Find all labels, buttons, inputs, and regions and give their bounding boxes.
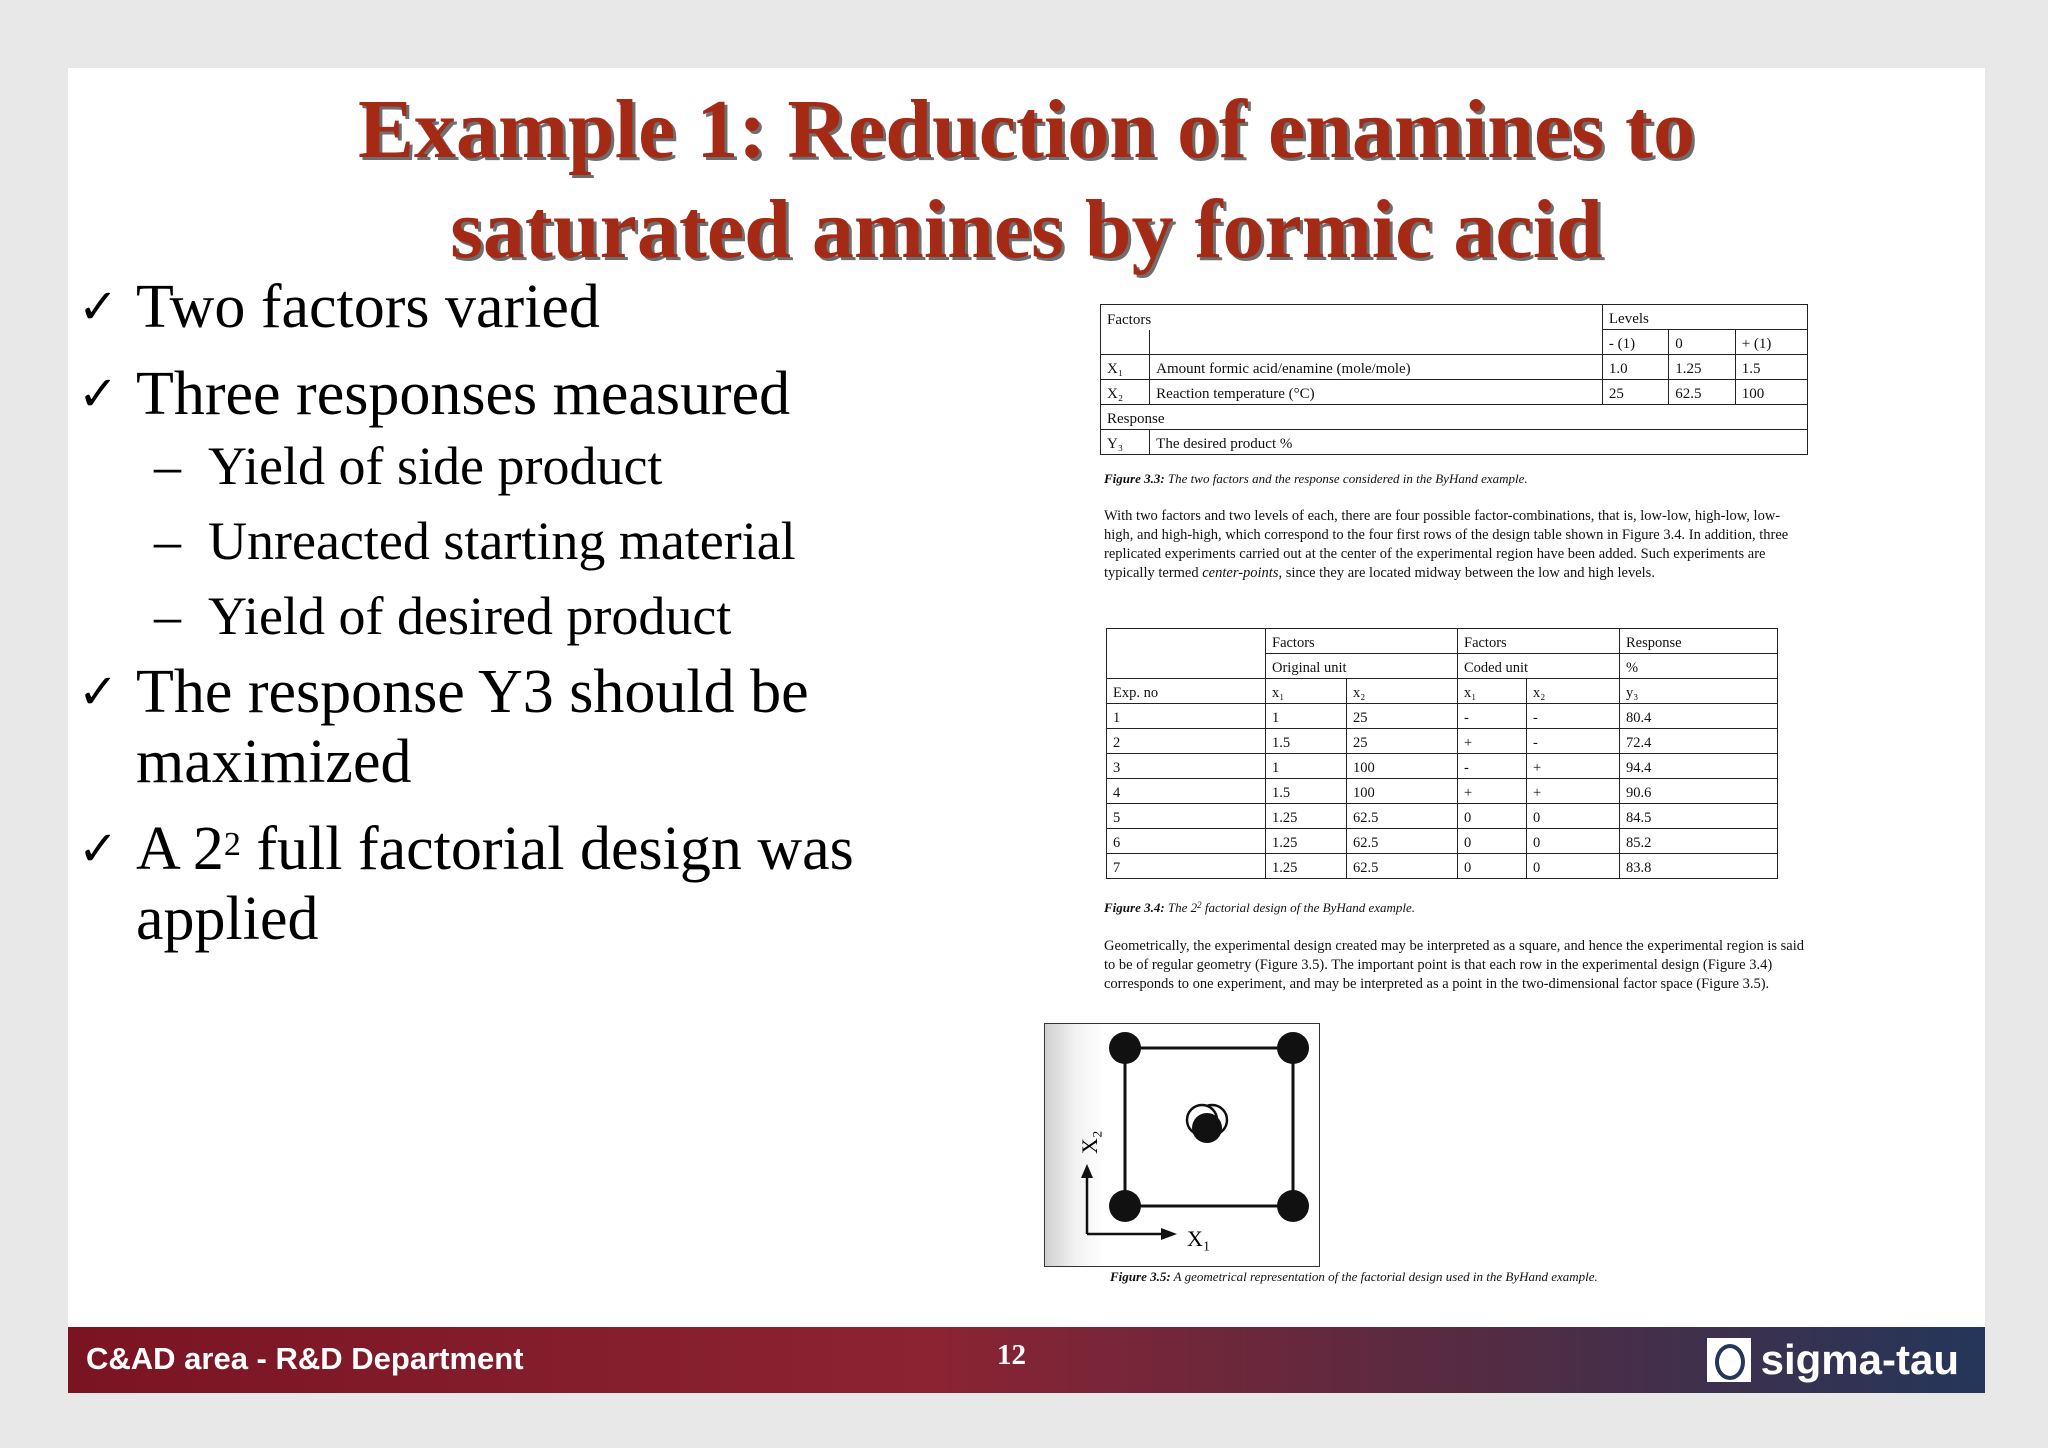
y3-header: y₃ (1620, 679, 1778, 704)
x1-coded: 0 (1458, 854, 1527, 879)
y3-value: 94.4 (1620, 754, 1778, 779)
bullet-text-cont: applied (136, 885, 319, 953)
exp-no-header: Exp. no (1107, 679, 1266, 704)
x1-arrow-head (1161, 1228, 1177, 1240)
corner-point-high-high (1277, 1032, 1309, 1064)
footer-bar (68, 1327, 1985, 1393)
x2-arrow-head (1081, 1164, 1093, 1178)
table-row (1107, 754, 1778, 779)
exp-no: 1 (1107, 704, 1266, 729)
paragraph-tail: , since they are located midway between the low and high levels. (1278, 565, 1655, 581)
x2-value: 25 (1347, 729, 1458, 754)
factors-header: Factors (1101, 305, 1603, 330)
sub-bullet-desired (78, 585, 978, 647)
response-header: Response (1101, 405, 1808, 430)
dash-icon: – (154, 436, 181, 496)
sub-bullet-text: Unreacted starting material (208, 511, 796, 571)
sub-bullet-unreacted (78, 510, 978, 572)
x1-value: 1.5 (1266, 779, 1347, 804)
original-unit-header: Original unit (1266, 654, 1458, 679)
y3-label: Y₃ (1101, 430, 1150, 455)
bullet-text: A 2 (136, 815, 224, 883)
exp-no: 2 (1107, 729, 1266, 754)
title-line-1: Example 1: Reduction of enamines to (358, 83, 1695, 176)
sub-bullet-text: Yield of side product (208, 436, 663, 496)
y3-value: 84.5 (1620, 804, 1778, 829)
x2-mid: 62.5 (1669, 380, 1735, 405)
center-point-3 (1192, 1113, 1222, 1143)
bullet-two-factors (78, 272, 978, 342)
caption-label: Figure 3.3: (1104, 471, 1165, 486)
corner-point-low-high (1109, 1032, 1141, 1064)
caption-text-tail: factorial design of the ByHand example. (1201, 900, 1416, 915)
x2-low: 25 (1602, 380, 1668, 405)
x1-coded: - (1458, 754, 1527, 779)
x2-coded: 0 (1527, 804, 1620, 829)
check-icon: ✓ (78, 664, 119, 720)
x2-label: X₂ (1101, 380, 1150, 405)
x2-coded: + (1527, 754, 1620, 779)
y3-value: 83.8 (1620, 854, 1778, 879)
x2-coded: - (1527, 729, 1620, 754)
x2-axis-label: X₂ (1077, 1130, 1102, 1154)
x1-value: 1.25 (1266, 854, 1347, 879)
factors-table (1100, 304, 1808, 455)
caption-text: The 2 (1164, 900, 1198, 915)
exp-no: 4 (1107, 779, 1266, 804)
level-minus: - (1) (1602, 330, 1668, 355)
table-row (1107, 854, 1778, 879)
exp-no: 7 (1107, 854, 1266, 879)
paragraph-italic: center-points (1202, 565, 1279, 581)
x2-coded: - (1527, 704, 1620, 729)
x2-coded-header: x₂ (1527, 679, 1620, 704)
table-row (1107, 804, 1778, 829)
x2-value: 62.5 (1347, 829, 1458, 854)
x2-value: 62.5 (1347, 804, 1458, 829)
x2-value: 100 (1347, 779, 1458, 804)
x2-value: 62.5 (1347, 854, 1458, 879)
figure-3-5-caption (1110, 1269, 1598, 1285)
factorial-square-svg (1045, 1024, 1319, 1266)
x2-desc: Reaction temperature (°C) (1150, 380, 1603, 405)
x1-value: 1 (1266, 704, 1347, 729)
x2-value: 100 (1347, 754, 1458, 779)
footer-department: C&AD area - R&D Department (86, 1341, 524, 1376)
caption-label: Figure 3.5: (1110, 1269, 1171, 1284)
bullet-three-responses (78, 359, 978, 429)
x1-coded: + (1458, 779, 1527, 804)
x1-high: 1.5 (1735, 355, 1807, 380)
x2-value: 25 (1347, 704, 1458, 729)
bullet-response-y3 (78, 657, 978, 797)
x1-low: 1.0 (1602, 355, 1668, 380)
x1-coded: + (1458, 729, 1527, 754)
blank-cell (1107, 629, 1266, 654)
dash-icon: – (154, 511, 181, 571)
blank-cell (1150, 330, 1603, 355)
x1-orig-header: x₁ (1266, 679, 1347, 704)
paragraph-center-points (1104, 507, 1804, 583)
table-row (1107, 779, 1778, 804)
factors-orig-header: Factors (1266, 629, 1458, 654)
y3-value: 90.6 (1620, 779, 1778, 804)
percent-header: % (1620, 654, 1778, 679)
x1-value: 1 (1266, 754, 1347, 779)
bullet-factorial-design (78, 814, 978, 954)
bullet-text-tail: full factorial design was (240, 815, 854, 883)
figure-3-3-caption (1104, 471, 1528, 487)
corner-point-high-low (1277, 1190, 1309, 1222)
x1-value: 1.5 (1266, 729, 1347, 754)
table-row (1107, 704, 1778, 729)
check-icon: ✓ (78, 366, 119, 422)
paragraph-geometry: Geometrically, the experimental design created may be interpreted as a square, and hence the experimental region is said to be of regular geometry (Figure 3.5). The important point is that each row in the experimental design (Figure 3.4) corresponds to one experiment, and may be interpreted as a point in the two-dimensional factor space (Figure 3.5). (1104, 938, 1805, 992)
response-header: Response (1620, 629, 1778, 654)
caption-text: A geometrical representation of the factorial design used in the ByHand example. (1170, 1269, 1598, 1284)
sub-bullet-text: Yield of desired product (208, 586, 732, 646)
x1-coded: 0 (1458, 804, 1527, 829)
x2-coded: 0 (1527, 829, 1620, 854)
coded-unit-header: Coded unit (1458, 654, 1620, 679)
figure-3-5-square-diagram (1044, 1023, 1320, 1267)
x1-desc: Amount formic acid/enamine (mole/mole) (1150, 355, 1603, 380)
x2-orig-header: x₂ (1347, 679, 1458, 704)
corner-point-low-low (1109, 1190, 1141, 1222)
table-row (1107, 829, 1778, 854)
x1-coded: - (1458, 704, 1527, 729)
check-icon: ✓ (78, 279, 119, 335)
x1-value: 1.25 (1266, 804, 1347, 829)
x1-axis-label: X₁ (1187, 1226, 1211, 1251)
x1-coded: 0 (1458, 829, 1527, 854)
blank-cell (1107, 654, 1266, 679)
y3-value: 85.2 (1620, 829, 1778, 854)
factors-coded-header: Factors (1458, 629, 1620, 654)
exponent: 2 (223, 826, 241, 863)
title-line-2: saturated amines by formic acid (450, 183, 1603, 276)
exp-no: 6 (1107, 829, 1266, 854)
figure-3-4-caption (1104, 900, 1415, 916)
bullet-list (78, 272, 978, 971)
y3-value: 80.4 (1620, 704, 1778, 729)
x2-coded: + (1527, 779, 1620, 804)
design-table (1106, 628, 1778, 879)
x1-coded-header: x₁ (1458, 679, 1527, 704)
page-number: 12 (997, 1339, 1026, 1371)
logo-wordmark: sigma-tau (1760, 1336, 1959, 1383)
y3-desc: The desired product % (1150, 430, 1808, 455)
bullet-text: The response Y3 should be (136, 658, 809, 726)
sigma-tau-logo (1707, 1337, 1959, 1383)
bullet-text: Three responses measured (136, 360, 791, 428)
y3-value: 72.4 (1620, 729, 1778, 754)
check-icon: ✓ (78, 821, 119, 877)
dash-icon: – (154, 586, 181, 646)
x1-label: X₁ (1101, 355, 1150, 380)
caption-text: The two factors and the response considered in the ByHand example. (1164, 471, 1528, 486)
table-row (1107, 729, 1778, 754)
exp-no: 5 (1107, 804, 1266, 829)
x1-mid: 1.25 (1669, 355, 1735, 380)
exp-no: 3 (1107, 754, 1266, 779)
scanned-page (1020, 228, 1820, 1308)
bullet-text: Two factors varied (136, 273, 600, 341)
level-plus: + (1) (1735, 330, 1807, 355)
x1-value: 1.25 (1266, 829, 1347, 854)
sub-bullet-side-product (78, 435, 978, 497)
bullet-text-cont: maximized (136, 728, 412, 796)
paragraph-text: With two factors and two levels of each, there are four possible factor-combinations, that is, low-low, high-low, low-high, and high-high, which correspond to the four first rows of the design table shown in Figure 3.4. In addition, three replicated experiments carried out at the center of the experimental region have been added. Such experiments are typically termed (1104, 508, 1789, 581)
x2-high: 100 (1735, 380, 1807, 405)
levels-header: Levels (1602, 305, 1807, 330)
caption-label: Figure 3.4: (1104, 900, 1165, 915)
caption-exponent: 2 (1197, 900, 1202, 910)
x2-coded: 0 (1527, 854, 1620, 879)
blank-cell (1101, 330, 1150, 355)
level-zero: 0 (1669, 330, 1735, 355)
sigma-tau-logo-icon (1707, 1338, 1751, 1382)
